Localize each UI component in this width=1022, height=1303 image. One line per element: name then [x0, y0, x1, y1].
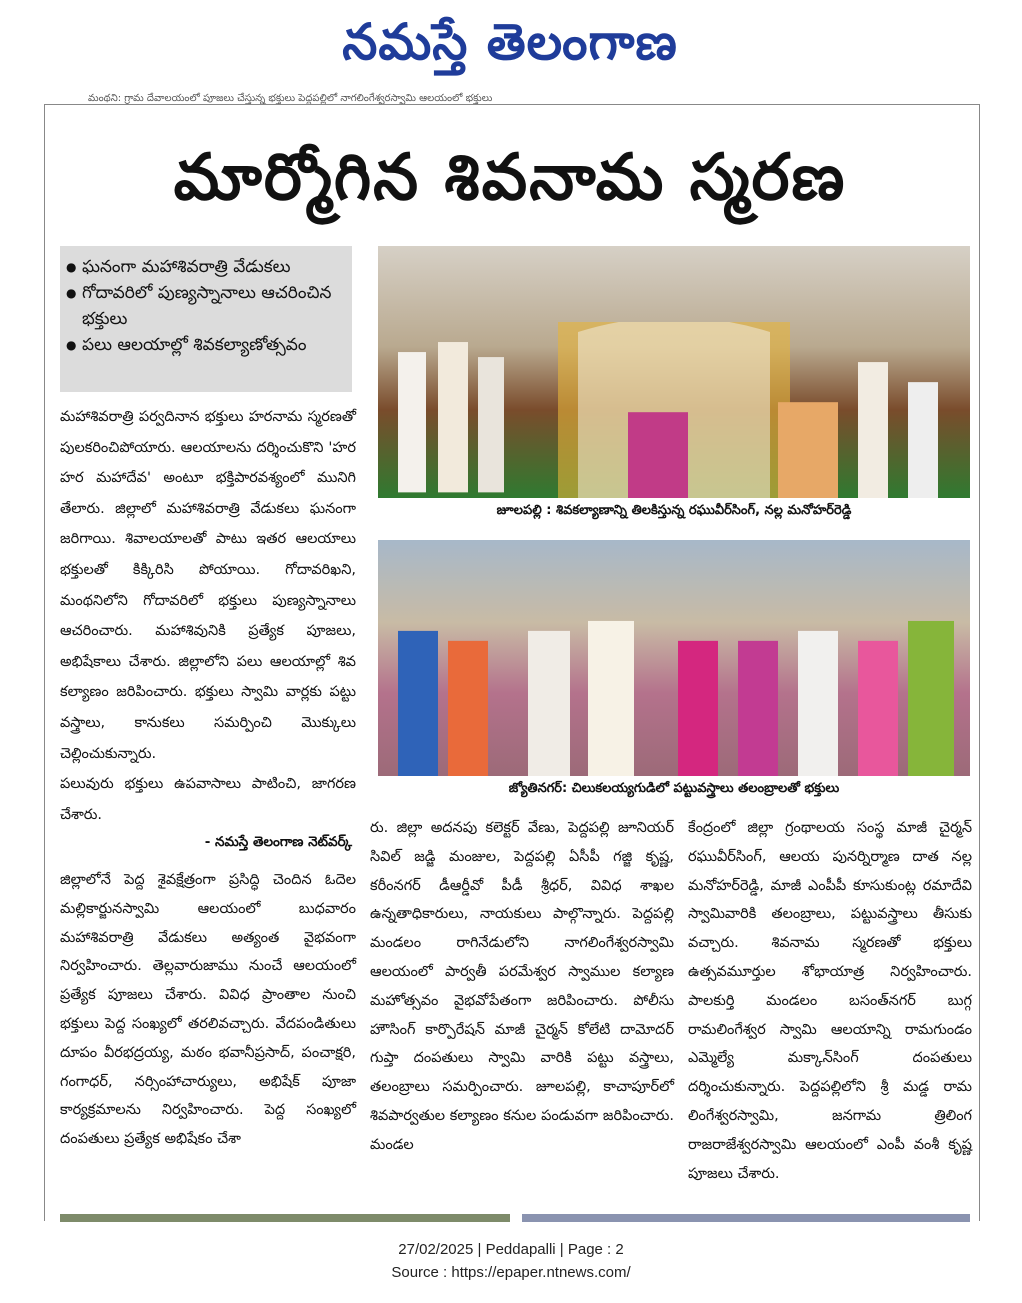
article-column: రు. జిల్లా అదనపు కలెక్టర్ వేణు, పెద్దపల్లి జూనియర్ సివిల్ జడ్జి మంజుల, పెద్దపల్లి ఏసీపీ గజ్జి కృష్ణ, కరీంనగర్ డీఆర్డీవో పీడీ శ్రీధర్, వివిధ శాఖల ఉన్నతాధికారులు, నాయకులు పాల్గొన్నారు. పెద్దపల్లి మండలం రాగినేడులోని నాగలింగేశ్వరస్వామి ఆలయంలో పార్వతీ పరమేశ్వర స్వాముల కల్యాణ మహోత్సవం వైభవోపేతంగా జరిపించారు. పోలీసు హౌసింగ్ కార్పొరేషన్ మాజీ చైర్మన్ కోలేటి దామోదర్ గుప్తా దంపతులు స్వామి వారికి పట్టు వస్త్రాలు, తలంబ్రాలు సమర్పించారు. జూలపల్లి, కాచాపూర్‌లో శివపార్వతుల కల్యాణం కనుల పండువగా జరిపించారు. మండల [370, 820, 674, 1153]
newspaper-logo: నమస్తే తెలంగాణ [342, 12, 678, 71]
photo-figures [378, 611, 970, 776]
masthead [0, 0, 1022, 92]
highlight-item: ● ఘనంగా మహాశివరాత్రి వేడుకలు [66, 254, 346, 280]
article-column: జిల్లాలోనే పెద్ద శైవక్షేత్రంగా ప్రసిద్ధి చెందిన ఓదెల మల్లికార్జునస్వామి ఆలయంలో బుధవారం మహాశివరాత్రి వేడుకలు అత్యంత వైభవంగా నిర్వహించారు. తెల్లవారుజాము నుంచే ఆలయంలో ప్రత్యేక పూజలు చేశారు. వివిధ ప్రాంతాల నుంచి భక్తులు పెద్ద సంఖ్యలో తరలివచ్చారు. వేదపండితులు దూపం వీరభద్రయ్య, మఠం భవానీప్రసాద్, పంచాక్షరి, గంగాధర్, నర్సింహాచార్యులు, అభిషేక్ పూజా కార్యక్రమాలను నిర్వహించారు. పెద్ద సంఖ్యలో దంపతులు ప్రత్యేక అభిషేకం చేశా [60, 872, 356, 1148]
intro-paragraph: మహాశివరాత్రి పర్వదినాన భక్తులు హరనామ స్మరణతో పులకరించిపోయారు. ఆలయాలను దర్శించుకొని 'హర హర మహాదేవ' అంటూ భక్తిపారవశ్యంలో మునిగి తేలారు. జిల్లాలో మహాశివరాత్రి వేడుకలు ఘనంగా జరిగాయి. శివాలయాలతో పాటు ఇతర ఆలయాలు భక్తులతో కిక్కిరిసి పోయాయి. గోదావరిఖని, మంథనిలోని గోదావరిలో భక్తులు పుణ్యస్నానాలు ఆచరించారు. మహాశివునికి ప్రత్యేక పూజలు, అభిషేకాలు చేశారు. జిల్లాలోని పలు ఆలయాల్లో శివ కల్యాణం జరిపించారు. భక్తులు స్వామి వార్లకు పట్టు వస్త్రాలు, కానుకలు సమర్పించి మొక్కులు చెల్లించుకున్నారు. [60, 409, 356, 762]
intro-text [60, 402, 356, 852]
highlight-item: ● పలు ఆలయాల్లో శివకల్యాణోత్సవం [66, 332, 346, 358]
footer-date-edition: 27/02/2025 | Peddapalli | Page : 2 [398, 1241, 624, 1258]
photo-caption: జూలపల్లి : శివకల్యాణాన్ని తిలకిస్తున్న రఘువీర్‌సింగ్, నల్ల మనోహర్‌రెడ్డి [496, 503, 852, 518]
photo-devotees [378, 540, 970, 776]
photo-caption: జ్యోతినగర్: చిలుకలయ్యగుడిలో పట్టువస్త్రాలు తలంబ్రాలతో భక్తులు [508, 781, 840, 796]
intro-paragraph: పలువురు భక్తులు ఉపవాసాలు పాటించి, జాగరణ చేశారు. [60, 776, 356, 823]
photo-figures [378, 322, 970, 498]
highlights-box [60, 246, 352, 392]
cropped-photo [60, 1214, 510, 1222]
article-column: కేంద్రంలో జిల్లా గ్రంథాలయ సంస్థ మాజీ చైర్మన్ రఘువీర్‌సింగ్, ఆలయ పునర్నిర్మాణ దాత నల్ల మనోహర్‌రెడ్డి, మాజీ ఎంపీపీ కూసుకుంట్ల రమాదేవి స్వామివారికి తలంబ్రాలు, పట్టువస్త్రాలు తీసుకు వచ్చారు. శివనామ స్మరణతో భక్తులు ఉత్సవమూర్తుల శోభాయాత్ర నిర్వహించారు. పాలకుర్తి మండలం బసంత్‌నగర్ బుగ్గ రామలింగేశ్వర స్వామి ఆలయాన్ని రామగుండం ఎమ్మెల్యే మక్కాన్‌సింగ్ దంపతులు దర్శించుకున్నారు. పెద్దపల్లిలోని శ్రీ మడ్డ రామ లింగేశ్వరస్వామి, జనగామ త్రిలింగ రాజరాజేశ్వరస్వామి ఆలయంలో ఎంపీ వంశీ కృష్ణ పూజలు చేశారు. [688, 820, 972, 1182]
article-headline: మార్మోగిన శివనామ స్మరణ [173, 141, 847, 215]
page-footer [0, 1238, 1022, 1288]
cropped-caption-strip: మంథని: గ్రామ దేవాలయంలో పూజలు చేస్తున్న భక్తులు పెద్దపల్లిలో నాగలింగేశ్వరస్వామి ఆలయంలో భక్తులు [88, 93, 493, 104]
cropped-photo [522, 1214, 970, 1222]
photo-shiva-kalyanam [378, 246, 970, 498]
footer-source[interactable]: Source : https://epaper.ntnews.com/ [391, 1264, 631, 1281]
highlight-item: ● గోదావరిలో పుణ్యస్నానాలు ఆచరించిన భక్తులు [66, 280, 346, 332]
byline: - నమస్తే తెలంగాణ నెట్‌వర్క్ [204, 834, 352, 850]
